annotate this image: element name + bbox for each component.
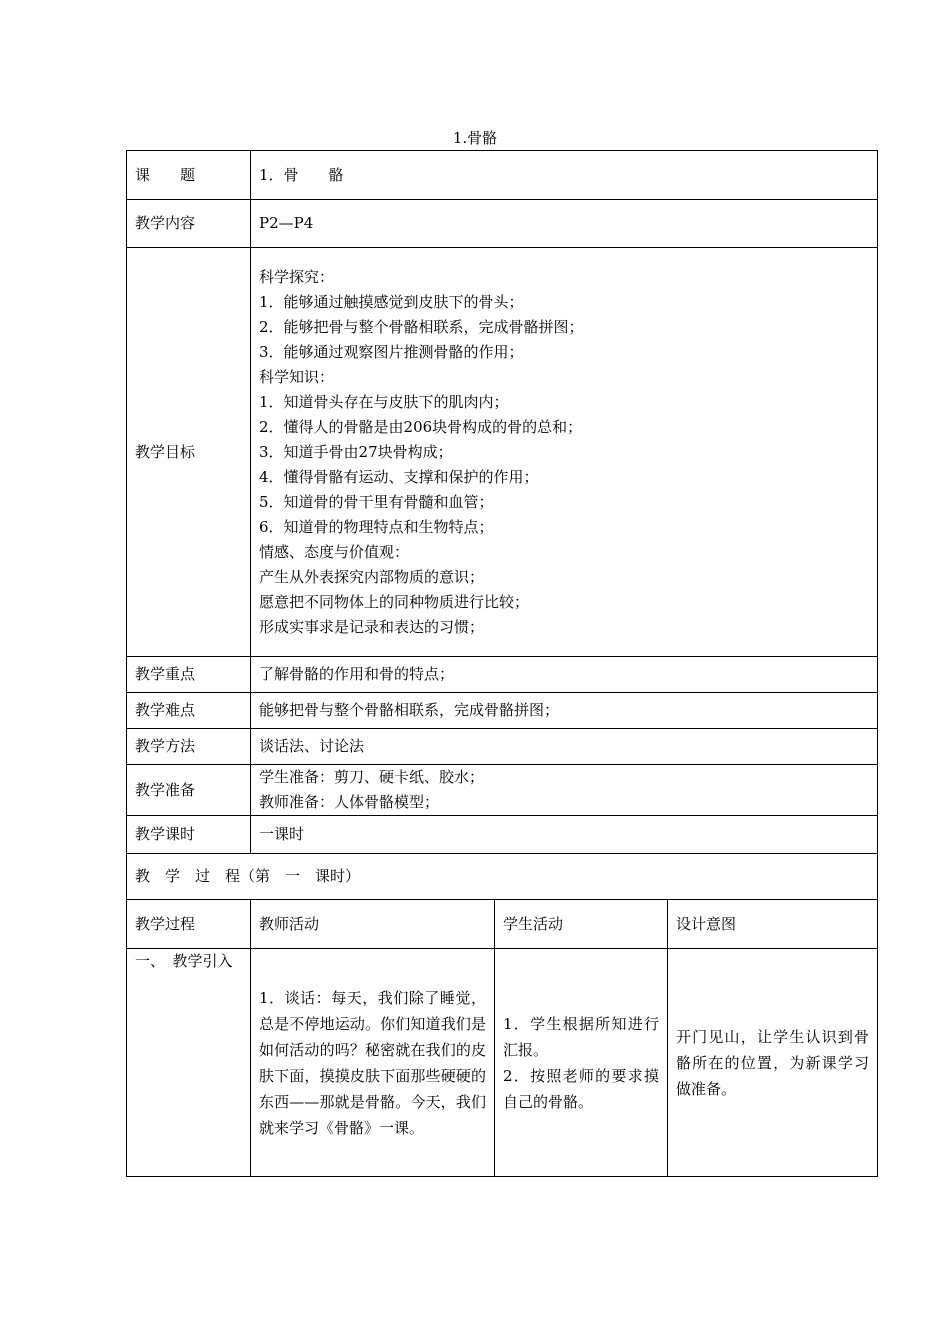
objective-line: 3．能够通过观察图片推测骨骼的作用； [259,342,524,361]
row-key-points [127,657,878,693]
preparation-teacher: 教师准备：人体骨骼模型； [259,793,440,811]
student-activity-2: 2．按照老师的要求摸自己的骨骼。 [503,1066,659,1111]
design-intent-text: 开门见山，让学生认识到骨骼所在的位置，为新课学习做准备。 [676,1027,870,1098]
topic-value: 1．骨 骼 [251,151,878,200]
objective-line: 产生从外表探究内部物质的意识； [259,567,485,586]
row-process-step [127,949,878,1177]
methods-value: 谈话法、讨论法 [251,729,878,765]
difficulties-value: 能够把骨与整个骨骼相联系，完成骨骼拼图； [251,693,878,729]
process-heading: 教 学 过 程（第 一 课时） [127,854,878,900]
content-value: P2—P4 [251,200,878,248]
row-process-heading [127,854,878,900]
row-topic [127,151,878,200]
duration-label: 教学课时 [127,816,251,854]
preparation-value [251,765,878,816]
column-header: 教学过程 [127,900,251,949]
row-content [127,200,878,248]
document-title: 1.骨骼 [452,129,498,147]
objective-line: 科学探究： [259,267,335,286]
objective-line: 3．知道手骨由27块骨构成； [259,442,453,461]
preparation-label: 教学准备 [127,765,251,816]
objectives-label: 教学目标 [127,248,251,657]
row-objectives [127,248,878,657]
objective-line: 科学知识： [259,367,335,386]
objective-line: 1．知道骨头存在与皮肤下的肌肉内； [259,392,509,411]
row-difficulties [127,693,878,729]
topic-label: 课 题 [127,151,251,200]
teacher-activity [251,949,495,1177]
row-preparation [127,765,878,816]
duration-value: 一课时 [251,816,878,854]
student-activity-1: 1．学生根据所知进行汇报。 [503,1014,659,1059]
objective-line: 2．懂得人的骨骼是由206块骨构成的骨的总和； [259,417,583,436]
objective-line: 情感、态度与价值观： [259,542,410,561]
key-points-value: 了解骨骼的作用和骨的特点； [251,657,878,693]
objectives-value [251,248,878,657]
student-activity [495,949,668,1177]
column-header: 设计意图 [668,900,878,949]
objective-line: 1．能够通过触摸感觉到皮肤下的骨头； [259,292,524,311]
lesson-plan-table [126,150,878,1177]
objective-line: 2．能够把骨与整个骨骼相联系，完成骨骼拼图； [259,317,584,336]
objective-line: 6．知道骨的物理特点和生物特点； [259,517,494,536]
preparation-student: 学生准备：剪刀、硬卡纸、胶水； [259,768,485,786]
teacher-activity-text: 1．谈话：每天，我们除了睡觉，总是不停地运动。你们知道我们是如何活动的吗？秘密就在我们的皮肤下面，摸摸皮肤下面那些硬硬的东西——那就是骨骼。今天，我们就来学习《骨骼》一课。 [259,988,486,1137]
column-header: 教师活动 [251,900,495,949]
key-points-label: 教学重点 [127,657,251,693]
methods-label: 教学方法 [127,729,251,765]
row-duration [127,816,878,854]
objective-line: 愿意把不同物体上的同种物质进行比较； [259,592,530,611]
process-stage-text: 一、 教学引入 [135,952,233,970]
column-header: 学生活动 [495,900,668,949]
row-methods [127,729,878,765]
difficulties-label: 教学难点 [127,693,251,729]
objective-line: 4．懂得骨骼有运动、支撑和保护的作用； [259,467,539,486]
row-process-columns [127,900,878,949]
design-intent [668,949,878,1177]
process-stage [127,949,251,1177]
objective-line: 5．知道骨的骨干里有骨髓和血管； [259,492,494,511]
objective-line: 形成实事求是记录和表达的习惯； [259,617,485,636]
content-label: 教学内容 [127,200,251,248]
